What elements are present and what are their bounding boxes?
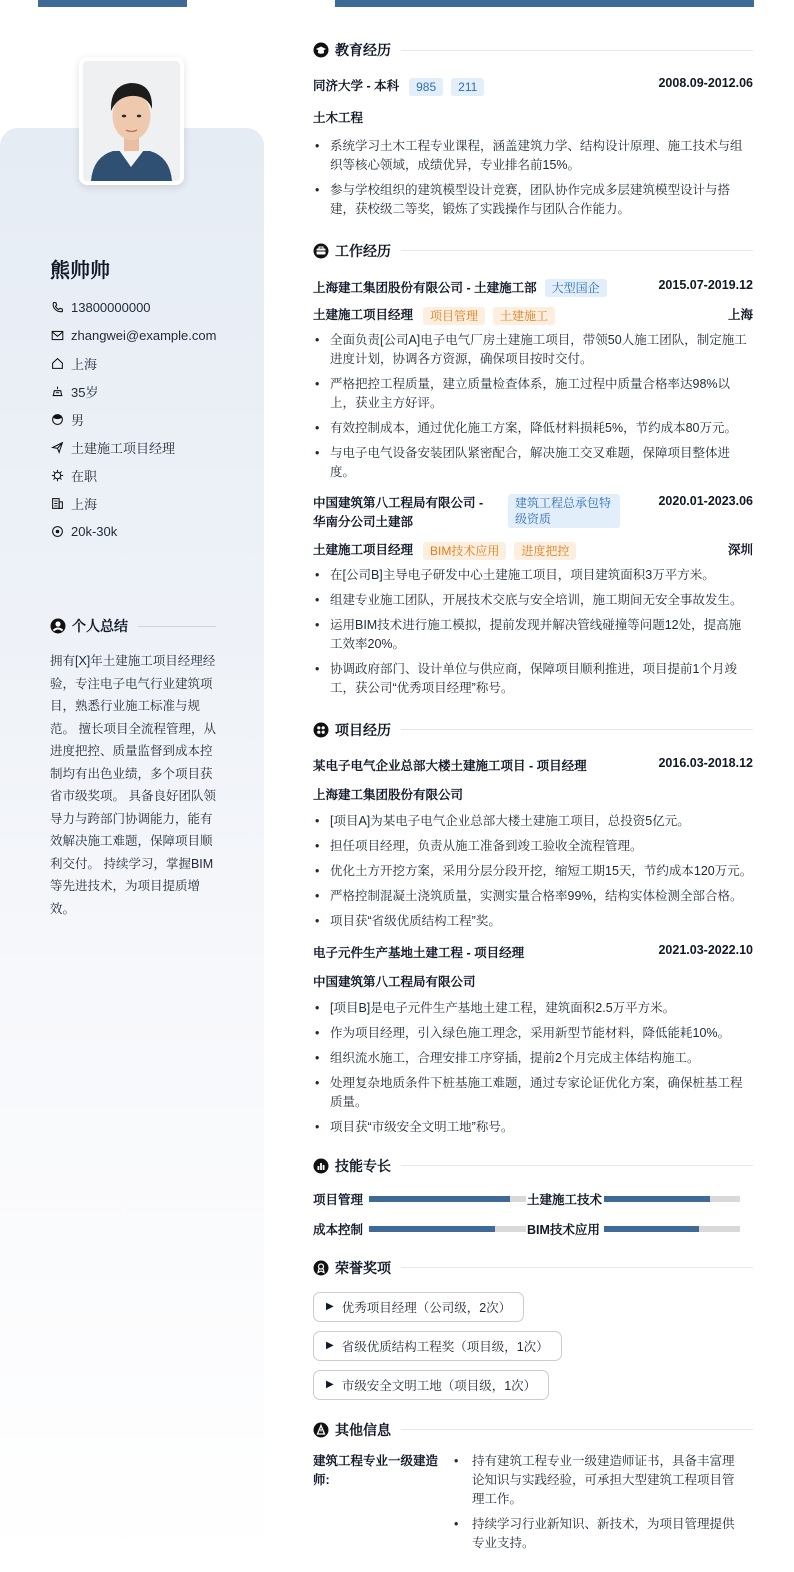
project-row	[313, 756, 753, 774]
list-item: • 组织流水施工，合理安排工序穿插，提前2个月完成主体结构施工。	[313, 1049, 753, 1068]
work-role: 土建施工项目经理	[313, 308, 414, 323]
list-item: • 担任项目经理，负责从施工准备到竣工验收全流程管理。	[313, 837, 753, 856]
contact-salary: 20k-30k	[50, 517, 250, 545]
projects-divider	[401, 729, 753, 730]
skill-item	[527, 1220, 747, 1238]
other-bullets	[452, 1452, 742, 1559]
project-name: 某电子电气企业总部大楼土建施工项目 - 项目经理	[313, 758, 587, 773]
work-city: 上海	[727, 308, 753, 323]
skill-name: 项目管理	[313, 1192, 364, 1207]
list-item: • 组建专业施工团队，开展技术交底与安全培训，施工期间无安全事故发生。	[313, 591, 753, 610]
top-accent-bar-left	[38, 0, 187, 7]
company-tag: 大型国企	[545, 279, 607, 297]
skill-bar	[604, 1196, 740, 1202]
list-item: • 全面负责[公司A]电子电气厂房土建施工项目，带领50人施工团队，制定施工进度计划，协调各方资源，确保项目按时交付。	[313, 331, 753, 369]
list-item: • 项目获“省级优质结构工程”奖。	[313, 912, 753, 931]
skills-header	[313, 1154, 753, 1178]
education-school: 同济大学 - 本科	[313, 79, 400, 93]
work-role: 土建施工项目经理	[313, 543, 414, 558]
status-icon	[50, 468, 64, 482]
education-period: 2008.09-2012.06	[658, 76, 753, 90]
contact-home: 上海	[50, 349, 250, 377]
education-tag: 985	[409, 78, 443, 96]
send-icon	[50, 440, 64, 454]
list-item: • 持有建筑工程专业一级建造师证书，具备丰富理论知识与实践经验，可承担大型建筑工程项目管理工作。	[452, 1452, 742, 1509]
award-item: ▶ 省级优质结构工程奖（项目级，1次）	[313, 1331, 562, 1361]
awards-title: 荣誉奖项	[335, 1259, 391, 1276]
skill-bar	[369, 1226, 526, 1232]
gender-icon	[50, 412, 64, 426]
list-item: • [项目B]是电子元件生产基地土建工程，建筑面积2.5万平方米。	[313, 999, 753, 1018]
summary-title: 个人总结	[72, 618, 128, 634]
work-header	[313, 239, 753, 263]
play-triangle-icon: ▶	[326, 1340, 334, 1352]
education-major: 土木工程	[313, 110, 364, 125]
salary-icon	[50, 524, 64, 538]
work-period: 2020.01-2023.06	[658, 494, 753, 509]
grid-icon	[313, 722, 329, 738]
list-item: • 持续学习行业新知识、新技术，为项目管理提供专业支持。	[452, 1515, 742, 1553]
list-item: • 作为项目经理，引入绿色施工理念，采用新型节能材料，降低能耗10%。	[313, 1024, 753, 1043]
avatar-photo	[83, 61, 180, 181]
awards-list	[313, 1292, 753, 1409]
list-item: • 系统学习土木工程专业课程，涵盖建筑力学、结构设计原理、施工技术与组织等核心领域，成绩优异，专业排名前15%。	[313, 137, 753, 175]
work-bullets	[313, 566, 753, 698]
list-item: • 严格把控工程质量，建立质量检查体系，施工过程中质量合格率达98%以上，获业主方好评。	[313, 375, 753, 413]
work-divider	[401, 250, 753, 251]
info-icon	[313, 1422, 329, 1438]
work-role-row	[313, 540, 753, 560]
project-bullets	[313, 812, 753, 931]
skill-item	[313, 1190, 527, 1208]
work-bullets	[313, 331, 753, 482]
skill-bar	[604, 1226, 740, 1232]
list-item: • 有效控制成本，通过优化施工方案，降低材料损耗5%，节约成本80万元。	[313, 419, 753, 438]
main-content	[313, 38, 753, 1559]
skill-item	[313, 1220, 527, 1238]
work-city: 深圳	[727, 543, 753, 558]
list-item: • 协调政府部门、设计单位与供应商，保障项目顺利推进，项目提前1个月竣工，获公司“优秀项目经理”称号。	[313, 660, 753, 698]
list-item: • 优化土方开挖方案，采用分层分段开挖，缩短工期15天，节约成本120万元。	[313, 862, 753, 881]
contact-phone: 13800000000	[50, 293, 250, 321]
education-header	[313, 38, 753, 62]
skill-bar	[369, 1196, 526, 1202]
work-company: 中国建筑第八工程局有限公司 - 华南分公司土建部	[313, 496, 484, 530]
contact-list	[50, 293, 250, 545]
list-item: • 在[公司B]主导电子研发中心土建施工项目，项目建筑面积3万平方米。	[313, 566, 753, 585]
work-company-row	[313, 278, 753, 298]
work-role-row	[313, 305, 753, 325]
work-company-row	[313, 494, 753, 532]
email-icon	[50, 328, 64, 342]
summary-text: 拥有[X]年土建施工项目经理经验，专注电子电气行业建筑项目，熟悉行业施工标准与规范。 擅长项目全流程管理，从进度把控、质量监督到成本控制均有出色业绩，多个项目获省市级奖项。 具备良好团队领导力与跨部门协调能力，能有效解决施工难题，保障项目顺利交付。 持续学习，掌握BIM等先进技术，为项目提质增效。	[50, 654, 216, 916]
other-row	[313, 1452, 753, 1559]
education-row	[313, 76, 753, 96]
education-title: 教育经历	[335, 42, 391, 58]
contact-email: zhangwei@example.com	[50, 321, 250, 349]
user-circle-icon	[50, 618, 66, 634]
skill-item	[527, 1190, 747, 1208]
phone-icon	[50, 300, 64, 314]
skills-title: 技能专长	[335, 1157, 391, 1174]
summary-header	[50, 616, 216, 636]
age-icon	[50, 384, 64, 398]
projects-header	[313, 718, 753, 742]
award-item: ▶ 市级安全文明工地（项目级，1次）	[313, 1370, 549, 1400]
contact-city: 上海	[50, 489, 250, 517]
work-title: 工作经历	[335, 242, 391, 259]
list-item: • [项目A]为某电子电气企业总部大楼土建施工项目，总投资5亿元。	[313, 812, 753, 831]
other-label: 建筑工程专业一级建造师:	[313, 1453, 439, 1487]
work-company: 上海建工集团股份有限公司 - 土建施工部	[313, 280, 537, 295]
education-bullets	[313, 137, 753, 219]
list-item: • 参与学校组织的建筑模型设计竞赛，团队协作完成多层建筑模型设计与搭建，获校级二等奖，锻炼了实践操作与团队合作能力。	[313, 181, 753, 219]
skill-name: 成本控制	[313, 1222, 364, 1237]
skill-name: BIM技术应用	[527, 1222, 600, 1237]
play-triangle-icon: ▶	[326, 1379, 334, 1391]
role-tag: 项目管理	[423, 307, 485, 325]
skills-divider	[401, 1165, 753, 1166]
skills-grid	[313, 1190, 753, 1238]
summary-divider	[138, 626, 216, 627]
role-tag: BIM技术应用	[423, 542, 506, 560]
company-tag: 建筑工程总承包特级资质	[508, 494, 620, 528]
education-divider	[401, 50, 753, 51]
bar-chart-icon	[313, 1158, 329, 1174]
work-period: 2015.07-2019.12	[658, 277, 753, 292]
avatar	[79, 57, 184, 185]
award-item: ▶ 优秀项目经理（公司级，2次）	[313, 1292, 524, 1322]
project-period: 2016.03-2018.12	[658, 755, 753, 770]
project-row	[313, 943, 753, 961]
list-item: • 项目获“市级安全文明工地”称号。	[313, 1118, 753, 1137]
education-tag: 211	[451, 78, 484, 96]
skill-name: 土建施工技术	[527, 1192, 603, 1207]
graduation-cap-icon	[313, 42, 329, 58]
award-icon	[313, 1260, 329, 1276]
projects-title: 项目经历	[335, 721, 391, 738]
list-item: • 运用BIM技术进行施工模拟，提前发现并解决管线碰撞等问题12处，提高施工效率20%。	[313, 616, 753, 654]
project-bullets	[313, 999, 753, 1137]
contact-gender: 男	[50, 405, 250, 433]
contact-position: 土建施工项目经理	[50, 433, 250, 461]
awards-header	[313, 1256, 753, 1280]
building-icon	[50, 496, 64, 510]
top-accent-bar-right	[335, 0, 754, 7]
candidate-name: 熊帅帅	[50, 260, 110, 282]
project-org: 上海建工集团股份有限公司	[313, 787, 464, 802]
play-triangle-icon: ▶	[326, 1301, 334, 1313]
briefcase-icon	[313, 243, 329, 259]
contact-status: 在职	[50, 461, 250, 489]
home-icon	[50, 356, 64, 370]
project-name: 电子元件生产基地土建工程 - 项目经理	[313, 945, 525, 960]
other-header	[313, 1418, 753, 1442]
other-divider	[401, 1429, 753, 1430]
list-item: • 与电子电气设备安装团队紧密配合，解决施工交叉难题，保障项目整体进度。	[313, 444, 753, 482]
role-tag: 土建施工	[493, 307, 555, 325]
contact-age: 35岁	[50, 377, 250, 405]
role-tag: 进度把控	[514, 542, 576, 560]
project-period: 2021.03-2022.10	[658, 942, 753, 957]
project-org: 中国建筑第八工程局有限公司	[313, 974, 476, 989]
awards-divider	[401, 1267, 753, 1268]
list-item: • 严格控制混凝土浇筑质量，实测实量合格率99%，结构实体检测全部合格。	[313, 887, 753, 906]
other-title: 其他信息	[335, 1421, 391, 1438]
list-item: • 处理复杂地质条件下桩基施工难题，通过专家论证优化方案，确保桩基工程质量。	[313, 1074, 753, 1112]
